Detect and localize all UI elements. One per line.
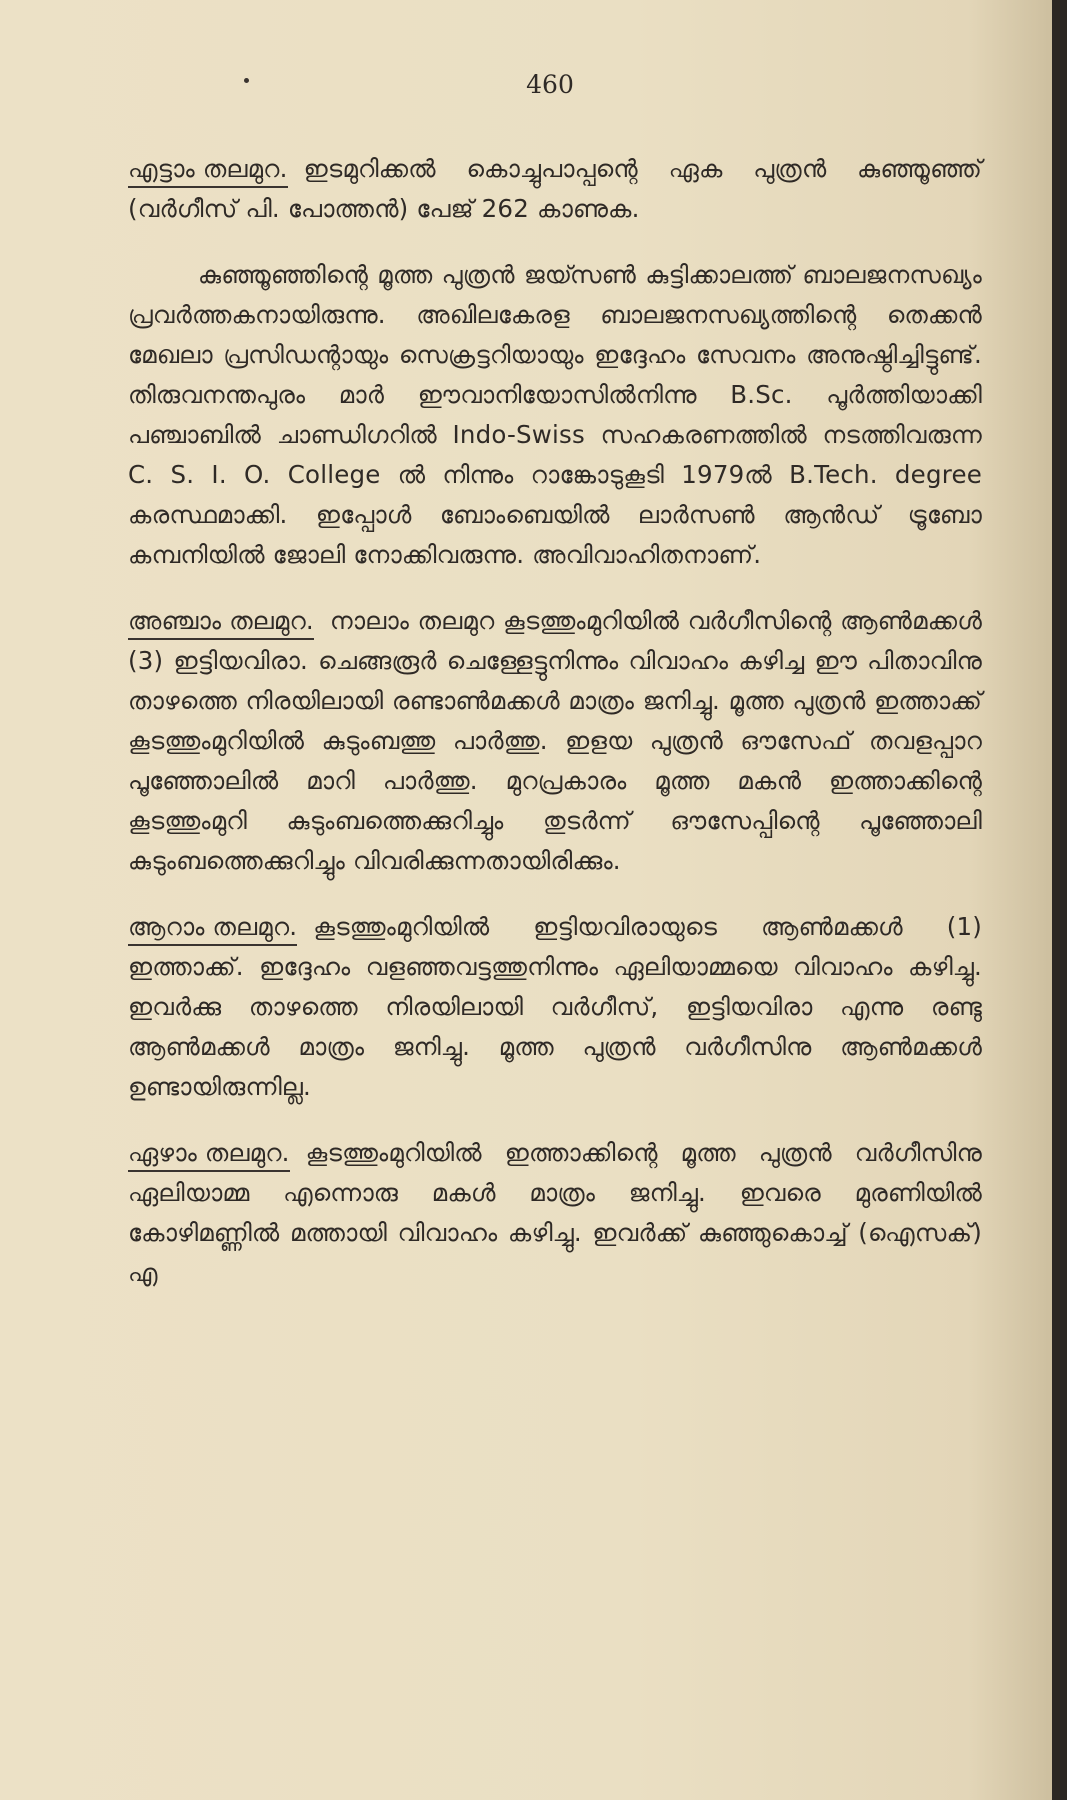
ink-dot (244, 78, 249, 83)
paragraph-4 (128, 907, 982, 1107)
paragraph-1 (128, 149, 982, 229)
paragraph-2 (128, 255, 982, 575)
paragraph-3 (128, 601, 982, 881)
paragraph-text: ഇടമുറിക്കൽ കൊച്ചുപാപ്പന്റെ ഏക പുത്രൻ കുഞ്ഞൂഞ്ഞ് (വർഗീസ് പി. പോത്തൻ) പേജ് 262 കാണുക. (128, 154, 982, 223)
paragraph-text: കുഞ്ഞൂഞ്ഞിന്റെ മൂത്ത പുത്രൻ ജയ്സൺ കുട്ടിക്കാലത്ത് ബാലജനസഖ്യം പ്രവർത്തകനായിരുന്നു. അഖിലകേരള ബാലജനസഖ്യത്തിന്റെ തെക്കൻ മേഖലാ പ്രസിഡന്റായും സെക്രട്ടറിയായും ഇദ്ദേഹം സേവനം അനുഷ്ഠിച്ചിട്ടുണ്ട്. തിരുവനന്തപുരം മാർ ഈവാനിയോസിൽനിന്നു B.Sc. പൂർത്തിയാക്കി പഞ്ചാബിൽ ചാണ്ഡിഗറിൽ Indo-Swiss സഹകരണത്തിൽ നടത്തിവരുന്ന C. S. I. O. College ൽ നിന്നും റാങ്കോടുകൂടി 1979ൽ B.Tech. degree കരസ്ഥമാക്കി. ഇപ്പോൾ ബോംബെയിൽ ലാർസൺ ആൻഡ് ട്രൂബോ കമ്പനിയിൽ ജോലി നോക്കിവരുന്നു. അവിവാഹിതനാണ്. (128, 260, 982, 569)
section-heading-sixth-generation: ആറാം തലമുറ. (128, 910, 297, 946)
paragraph-text: നാലാം തലമുറ കൂടത്തുംമുറിയിൽ വർഗീസിന്റെ ആൺമക്കൾ (3) ഇട്ടിയവിരാ. ചെങ്ങരൂർ ചെള്ളേട്ടുനിന്നും വിവാഹം കഴിച്ച ഈ പിതാവിനു താഴത്തെ നിരയിലായി രണ്ടാൺമക്കൾ മാത്രം ജനിച്ചു. മൂത്ത പുത്രൻ ഇത്താക്ക് കൂടത്തുംമുറിയിൽ കുടുംബത്തു പാർത്തു. ഇളയ പുത്രൻ ഔസേഫ് തവളപ്പാറ പൂഞ്ഞോലിൽ മാറി പാർത്തു. മുറപ്രകാരം മൂത്ത മകൻ ഇത്താക്കിന്റെ കൂടത്തുംമുറി കുടുംബത്തെക്കുറിച്ചും തുടർന്ന് ഔസേപ്പിന്റെ പൂഞ്ഞോലി കുടുംബത്തെക്കുറിച്ചും വിവരിക്കുന്നതായിരിക്കും. (128, 606, 982, 875)
section-heading-seventh-generation: ഏഴാം തലമുറ. (128, 1136, 290, 1172)
section-heading-eighth-generation: എട്ടാം തലമുറ. (128, 152, 288, 188)
paragraph-text: കൂടത്തുംമുറിയിൽ ഇത്താക്കിന്റെ മൂത്ത പുത്രൻ വർഗീസിനു ഏലിയാമ്മ എന്നൊരു മകൾ മാത്രം ജനിച്ചു. ഇവരെ മുരണിയിൽ കോഴിമണ്ണിൽ മത്തായി വിവാഹം കഴിച്ചു. ഇവർക്ക് കുഞ്ഞുകൊച്ച് (ഐസക്) എ (128, 1138, 982, 1287)
paragraph-text: കൂടത്തുംമുറിയിൽ ഇട്ടിയവിരായുടെ ആൺമക്കൾ (1) ഇത്താക്ക്. ഇദ്ദേഹം വളഞ്ഞവട്ടത്തുനിന്നും ഏലിയാമ്മയെ വിവാഹം കഴിച്ചു. ഇവർക്കു താഴത്തെ നിരയിലായി വർഗീസ്, ഇട്ടിയവിരാ എന്നു രണ്ടു ആൺമക്കൾ മാത്രം ജനിച്ചു. മൂത്ത പുത്രൻ വർഗീസിനു ആൺമക്കൾ ഉണ്ടായിരുന്നില്ല. (128, 912, 982, 1101)
section-heading-fifth-generation: അഞ്ചാം തലമുറ. (128, 604, 314, 640)
page-number: 460 (526, 70, 574, 99)
paragraph-5 (128, 1133, 982, 1293)
